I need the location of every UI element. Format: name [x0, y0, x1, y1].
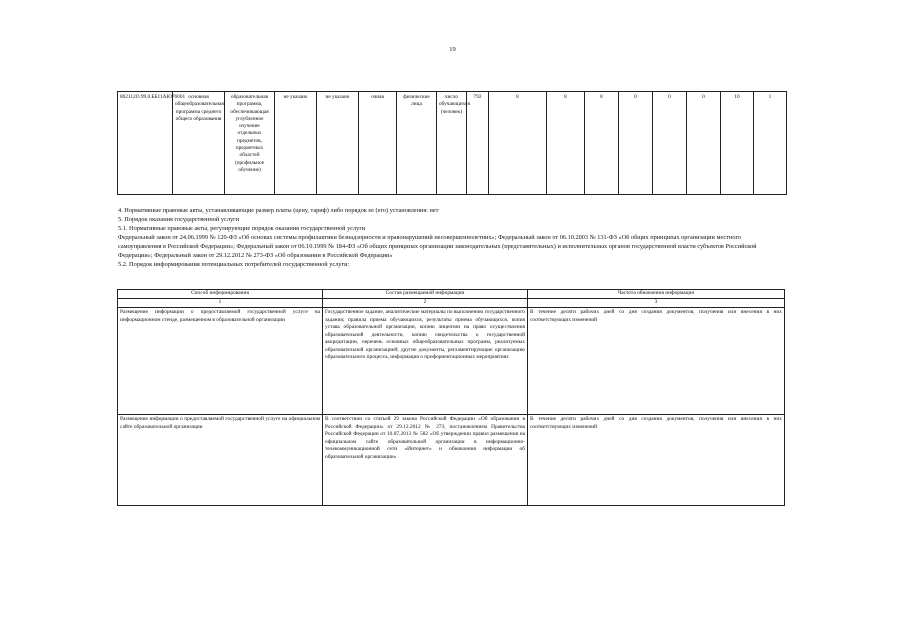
column-number: 1	[118, 299, 323, 308]
method-cell: Размещение информации о предоставляемой государственной услуге на информационном стенде, размещенном в образовательной организации	[118, 308, 323, 415]
deviation-cell: 10	[721, 92, 754, 195]
program-type-cell: образовательная программа, обеспечивающая углубленное изучение отдельных предметов, предметных областей (профильное обучение)	[225, 92, 275, 195]
program-cell: основная общеобразовательная программа среднего общего образования	[173, 92, 225, 195]
frequency-cell: В течение десяти рабочих дней со дня создания документов, получения или внесения в них соответствующих изменений	[528, 415, 785, 506]
indicator-cell: число обучающихся (человек)	[437, 92, 467, 195]
column-header: Состав размещаемой информации	[323, 290, 528, 299]
table-row	[118, 415, 785, 506]
form-cell: очная	[359, 92, 397, 195]
frequency-cell: В течение десяти рабочих дней со дня создания документов, получения или внесения в них соответствующих изменений	[528, 308, 785, 415]
column-header: Частота обновления информации	[528, 290, 785, 299]
section-4-paragraph: 4. Нормативные правовые акты, устанавливающие размер платы (цену, тариф) либо порядок ее (его) установления: нет	[118, 207, 439, 214]
section-5-heading: 5. Порядок оказания государственной услуги	[118, 216, 240, 223]
table-header-row	[118, 290, 785, 299]
method-cell: Размещение информации о предоставляемой государственной услуге на официальном сайте образовательной организации	[118, 415, 323, 506]
section-5-1-text: Федеральный закон от 24.06.1999 № 120-ФЗ «Об основах системы профилактики безнадзорности и правонарушений несовершеннолетних»; Федеральный закон от 06.10.2003 № 131-ФЗ «Об общих принципах организации местного самоуправления в Российской Федерации»; Федеральный закон от 06.10.1999 № 184-ФЗ «Об общих принципах организации законодательных (представительных) и исполнительных органов государственной власти субъектов Российской Федерации»; Федеральный закон от 29.12.2012 № 273-ФЗ «Об образовании в Российской Федерации»	[118, 234, 757, 259]
section-5-1-heading: 5.1. Нормативные правовые акты, регулирующие порядок оказания государственной услуги	[118, 225, 366, 232]
column-header: Способ информирования	[118, 290, 323, 299]
service-indicators-table	[117, 91, 787, 195]
consumer-cell: физические лица	[397, 92, 437, 195]
content-cell: Государственное задание, аналитические материалы по выполнению государственного задания; правила приема обучающихся, результаты приема обучающихся, копия устава образовательной организации, копию лицензии на право осуществления образовательной деятельности, копию свидетельства о государственной аккредитации, перечень основных общеобразовательных программ, реализуемых образовательной организацией; другие документы, регламентирующие организацию образовательного процесса, информация о профориентационных мероприятиях	[323, 308, 528, 415]
information-table	[117, 289, 785, 506]
deviation-cell: 1	[754, 92, 787, 195]
table-cell: не указано	[275, 92, 317, 195]
okei-code-cell: 792	[467, 92, 489, 195]
page-number: 19	[449, 46, 456, 53]
column-number-row	[118, 299, 785, 308]
registry-number-cell: 802112О.99.0.ББ11АЮ76001	[118, 92, 173, 195]
value-cell: 8	[585, 92, 619, 195]
value-cell: 8	[489, 92, 547, 195]
value-cell: 0	[619, 92, 653, 195]
table-row	[118, 92, 787, 195]
column-number: 3	[528, 299, 785, 308]
value-cell: 0	[653, 92, 687, 195]
content-cell: В соответствии со статьей 29 закона Российской Федерации «Об образовании в Российской Федерации» от 29.12.2012 № 273, постановлением Правительства Российской Федерации от 10.07.2013 № 582 «Об утверждении правил размещения на официальном сайте образовательной организации в информационно-телекоммуникационной сети «Интернет» и обновления информации об образовательной организации»	[323, 415, 528, 506]
table-row	[118, 308, 785, 415]
value-cell: 0	[687, 92, 721, 195]
section-5-2-heading: 5.2. Порядок информирования потенциальных потребителей государственной услуги:	[118, 261, 350, 268]
table-cell: не указано	[317, 92, 359, 195]
value-cell: 8	[547, 92, 585, 195]
legal-text-section	[118, 206, 778, 269]
column-number: 2	[323, 299, 528, 308]
